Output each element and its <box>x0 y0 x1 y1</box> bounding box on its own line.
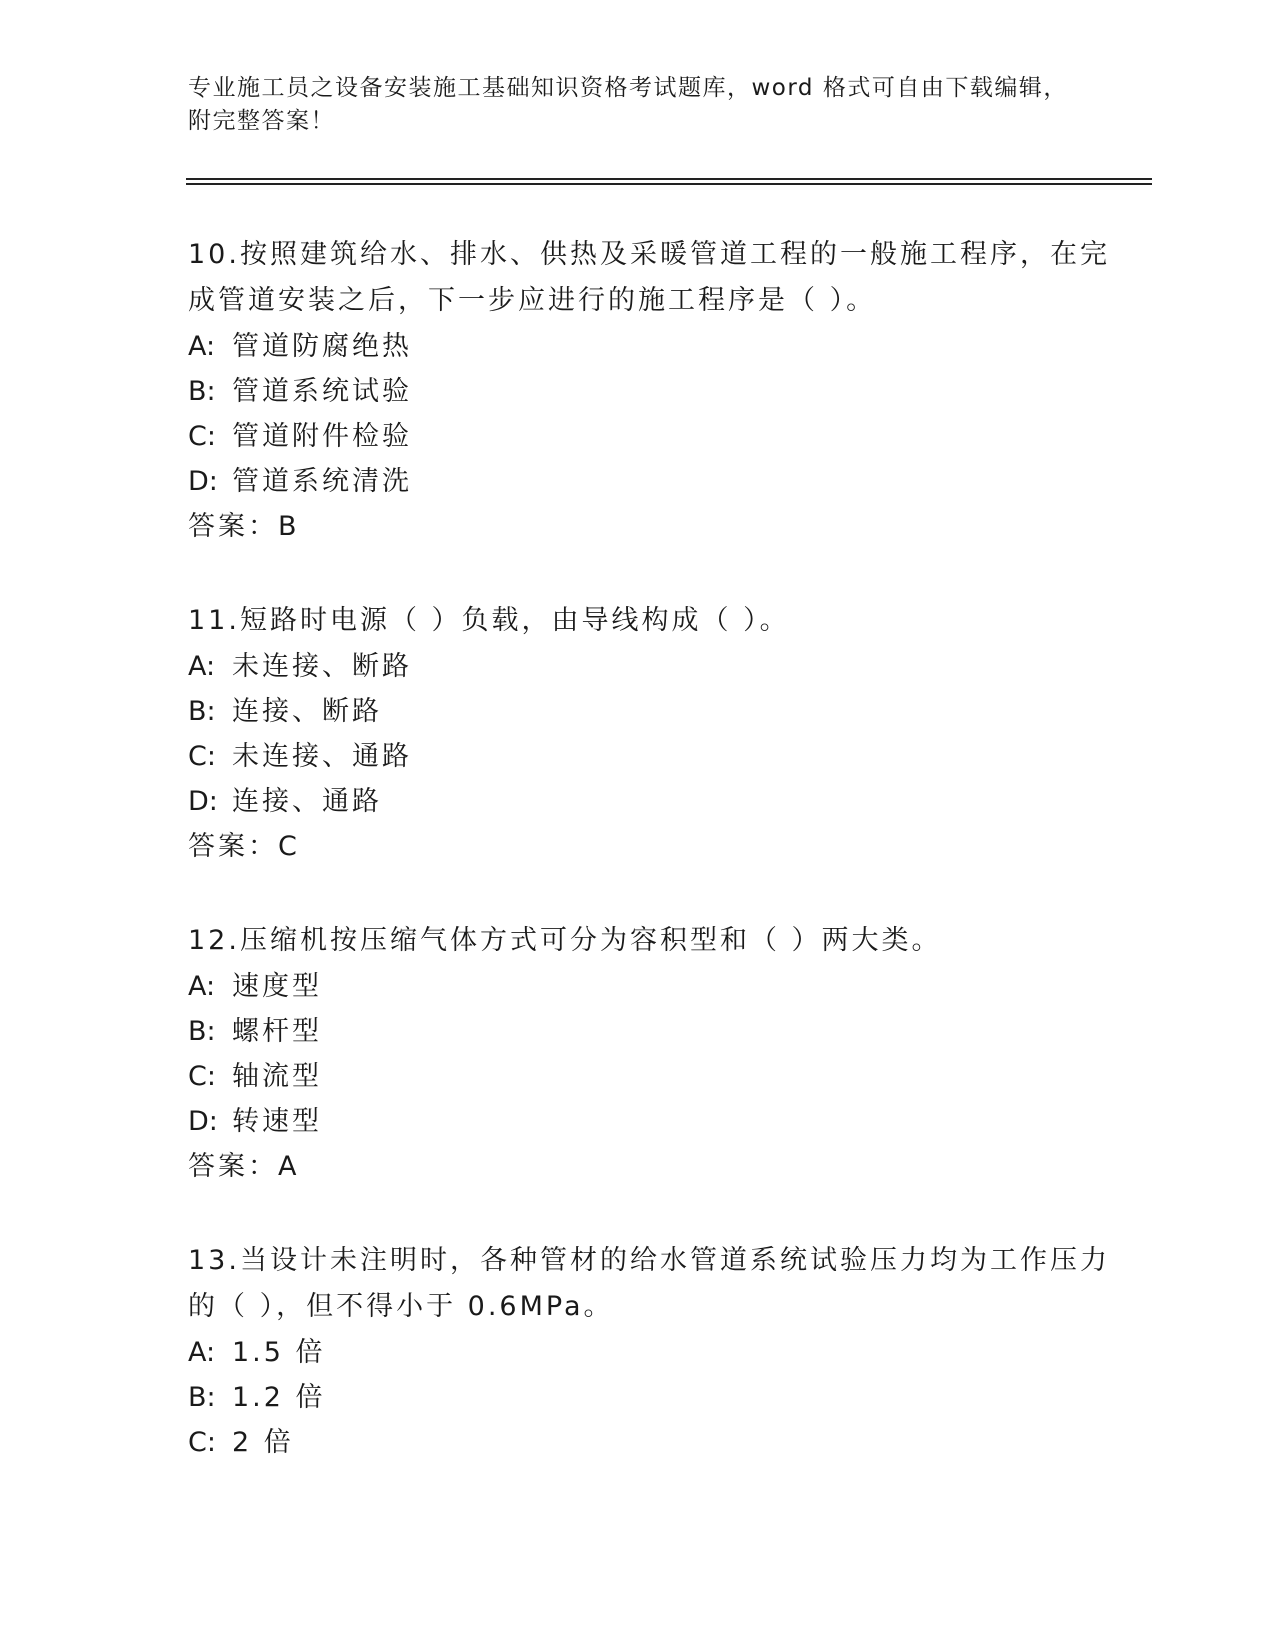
option-b <box>188 1009 1088 1054</box>
option-b <box>188 1375 1088 1420</box>
option-key: B: <box>188 376 216 407</box>
option-text: 管道系统试验 <box>232 376 412 407</box>
question-stem-line: 10.按照建筑给水、排水、供热及采暖管道工程的一般施工程序，在完 <box>188 239 1110 270</box>
option-d <box>188 1099 1088 1144</box>
option-key: D: <box>188 786 218 817</box>
question-stem-line: 的（ ），但不得小于 0.6MPa。 <box>188 1291 614 1322</box>
option-c <box>188 414 1088 459</box>
header-divider-bottom <box>186 183 1152 185</box>
option-text: 未连接、断路 <box>232 651 412 682</box>
option-key: C: <box>188 741 216 772</box>
option-c <box>188 1420 1088 1465</box>
option-text: 1.2 倍 <box>232 1382 326 1413</box>
option-key: B: <box>188 696 216 727</box>
option-a <box>188 1330 1088 1375</box>
document-header <box>188 72 1088 138</box>
question-13 <box>188 1238 1110 1465</box>
option-d <box>188 779 1088 824</box>
option-key: B: <box>188 1382 216 1413</box>
answer-line: 答案：C <box>188 831 300 862</box>
option-text: 管道防腐绝热 <box>232 331 412 362</box>
option-text: 未连接、通路 <box>232 741 412 772</box>
option-key: A: <box>188 651 216 682</box>
option-text: 轴流型 <box>232 1061 322 1092</box>
option-b <box>188 369 1088 414</box>
question-stem-line: 13.当设计未注明时，各种管材的给水管道系统试验压力均为工作压力 <box>188 1245 1110 1276</box>
option-key: C: <box>188 1061 216 1092</box>
option-text: 2 倍 <box>232 1427 294 1458</box>
question-10 <box>188 232 1110 550</box>
question-12 <box>188 918 1088 1190</box>
option-key: B: <box>188 1016 216 1047</box>
option-a <box>188 644 1088 689</box>
header-divider-top <box>186 178 1152 180</box>
option-text: 管道附件检验 <box>232 421 412 452</box>
option-key: A: <box>188 1337 216 1368</box>
option-key: A: <box>188 331 216 362</box>
option-text: 螺杆型 <box>232 1016 322 1047</box>
option-d <box>188 459 1088 504</box>
option-a <box>188 324 1088 369</box>
option-key: C: <box>188 1427 216 1458</box>
option-text: 速度型 <box>232 971 322 1002</box>
option-text: 连接、断路 <box>232 696 382 727</box>
question-stem-line: 12.压缩机按压缩气体方式可分为容积型和（ ）两大类。 <box>188 925 942 956</box>
option-text: 管道系统清洗 <box>232 466 412 497</box>
question-stem-line: 成管道安装之后，下一步应进行的施工程序是（ ）。 <box>188 285 877 316</box>
option-b <box>188 689 1088 734</box>
option-key: D: <box>188 1106 218 1137</box>
answer-line: 答案：B <box>188 511 300 542</box>
option-key: C: <box>188 421 216 452</box>
option-text: 连接、通路 <box>232 786 382 817</box>
option-a <box>188 964 1088 1009</box>
question-list <box>188 232 1110 1513</box>
header-line-2: 附完整答案！ <box>188 108 335 134</box>
option-text: 1.5 倍 <box>232 1337 326 1368</box>
header-line-1: 专业施工员之设备安装施工基础知识资格考试题库，word 格式可自由下载编辑， <box>188 75 1068 101</box>
question-11 <box>188 598 1088 870</box>
option-key: D: <box>188 466 218 497</box>
question-stem-line: 11.短路时电源（ ）负载，由导线构成（ ）。 <box>188 605 790 636</box>
option-text: 转速型 <box>232 1106 322 1137</box>
answer-line: 答案：A <box>188 1151 300 1182</box>
option-c <box>188 1054 1088 1099</box>
option-key: A: <box>188 971 216 1002</box>
option-c <box>188 734 1088 779</box>
